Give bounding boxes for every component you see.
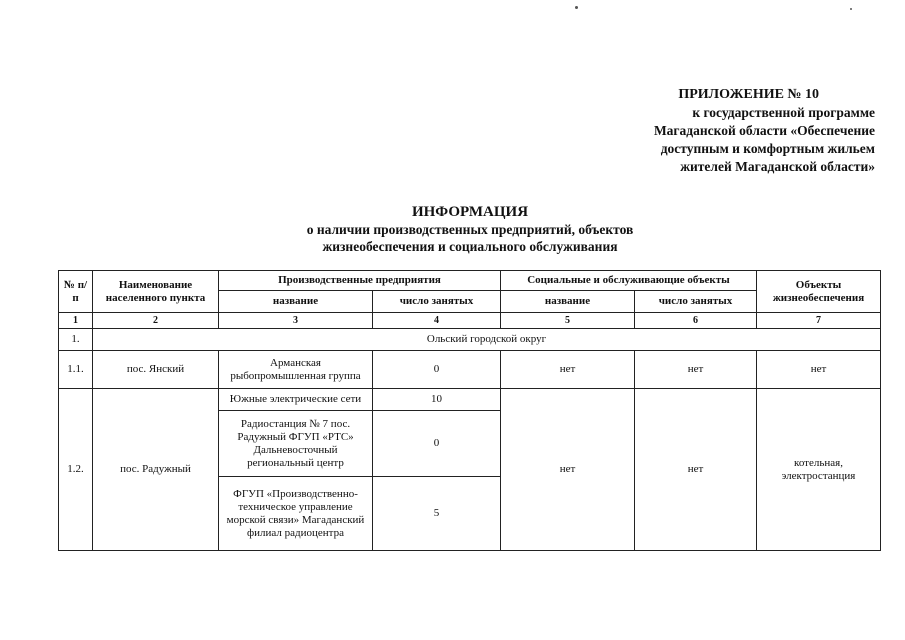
header-prod-name: название: [219, 291, 373, 313]
appendix-line: к государственной программе: [692, 105, 875, 120]
title-subtitle-line: о наличии производственных предприятий, объектов: [306, 222, 634, 237]
scan-speck: [850, 8, 852, 10]
header-life-support: Объекты жизнеобеспечения: [757, 271, 881, 313]
appendix-line: жителей Магаданской области»: [680, 159, 875, 174]
row-settlement: пос. Радужный: [93, 389, 219, 551]
column-number: 6: [635, 313, 757, 329]
header-social-employees: число занятых: [635, 291, 757, 313]
appendix-line: доступным и комфортным жильем: [660, 141, 875, 156]
enterprise-name: ФГУП «Производственно-техническое управление морской связи» Магаданский филиал радиоцентра: [219, 477, 373, 551]
social-employees: нет: [635, 389, 757, 551]
column-number-row: [59, 313, 881, 329]
scan-speck: [575, 6, 578, 9]
social-name: нет: [501, 351, 635, 389]
table-row: [59, 389, 881, 411]
social-name: нет: [501, 389, 635, 551]
header-num: № п/п: [59, 271, 93, 313]
enterprise-name: Радиостанция № 7 пос. Радужный ФГУП «РТС» Дальневосточный региональный центр: [219, 411, 373, 477]
row-num: 1.1.: [59, 351, 93, 389]
column-number: 1: [59, 313, 93, 329]
header-prod-employees: число занятых: [373, 291, 501, 313]
section-row: [59, 329, 881, 351]
appendix-block: [615, 86, 875, 176]
document-title: [270, 204, 670, 255]
title-heading: ИНФОРМАЦИЯ: [411, 204, 529, 220]
enterprise-employees: 0: [373, 411, 501, 477]
enterprise-name: Арманская рыбопромышленная группа: [219, 351, 373, 389]
row-settlement: пос. Янский: [93, 351, 219, 389]
header-social-name: название: [501, 291, 635, 313]
column-number: 5: [501, 313, 635, 329]
appendix-line: Магаданской области «Обеспечение: [653, 123, 875, 138]
table-row: [59, 351, 881, 389]
enterprise-employees: 0: [373, 351, 501, 389]
enterprise-name: Южные электрические сети: [219, 389, 373, 411]
column-number: 7: [757, 313, 881, 329]
section-num: 1.: [59, 329, 93, 351]
column-number: 2: [93, 313, 219, 329]
social-employees: нет: [635, 351, 757, 389]
section-name: Ольский городской округ: [93, 329, 881, 351]
header-social: Социальные и обслуживающие объекты: [501, 271, 757, 291]
column-number: 4: [373, 313, 501, 329]
title-subtitle-line: жизнеобеспечения и социального обслуживания: [322, 239, 618, 254]
enterprise-employees: 5: [373, 477, 501, 551]
enterprise-employees: 10: [373, 389, 501, 411]
life-support: котельная, электростанция: [757, 389, 881, 551]
appendix-heading: ПРИЛОЖЕНИЕ № 10: [678, 87, 819, 102]
header-production: Производственные предприятия: [219, 271, 501, 291]
header-settlement: Наименование населенного пункта: [93, 271, 219, 313]
info-table: [58, 270, 881, 551]
column-number: 3: [219, 313, 373, 329]
row-num: 1.2.: [59, 389, 93, 551]
life-support: нет: [757, 351, 881, 389]
